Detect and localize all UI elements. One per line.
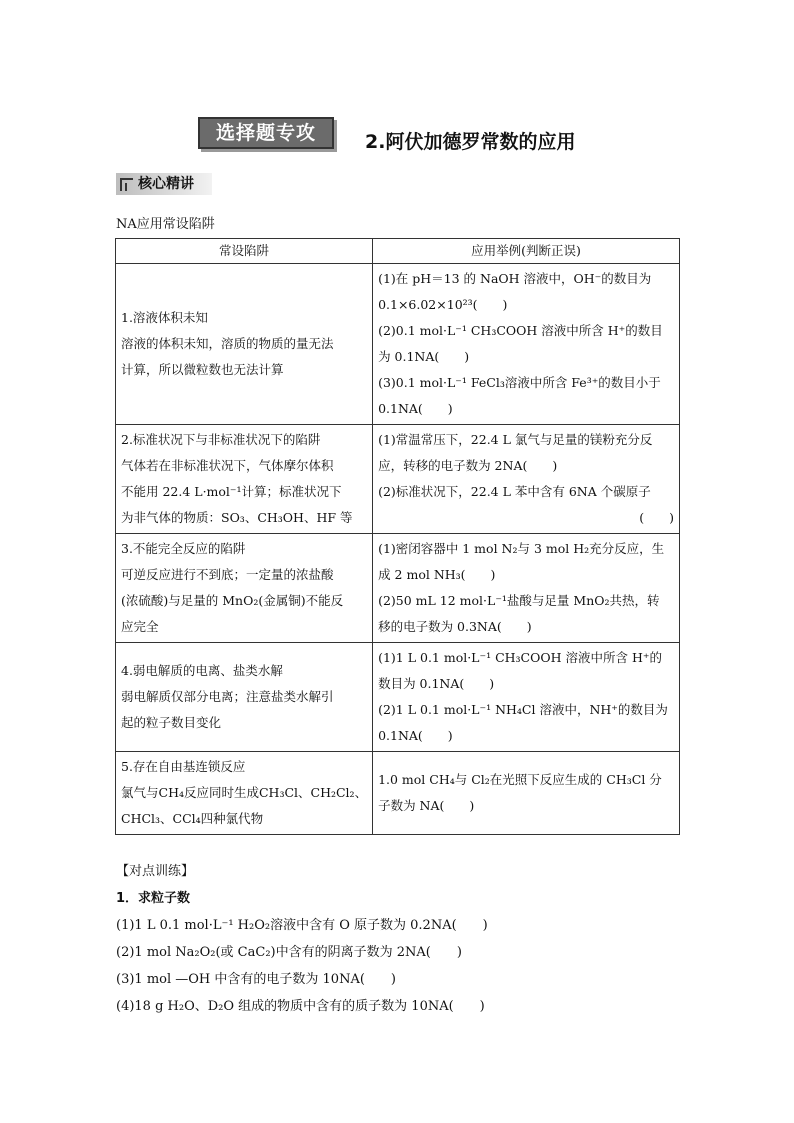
trap-line: 气体若在非标准状况下，气体摩尔体积 xyxy=(121,458,334,473)
example-line: 0.1NA( ) xyxy=(378,728,453,743)
example-line: 应，转移的电子数为 2NA( ) xyxy=(378,458,558,473)
practice-subheading: 1．求粒子数 xyxy=(116,891,191,906)
practice-section xyxy=(116,858,488,1020)
trap-line: 氯气与CH₄反应同时生成CH₃Cl、CH₂Cl₂、 xyxy=(121,785,368,800)
trap-cell xyxy=(116,643,373,752)
practice-item: (4)18 g H₂O、D₂O 组成的物质中含有的质子数为 10NA( ) xyxy=(116,999,485,1014)
example-line: (1)在 pH＝13 的 NaOH 溶液中，OH⁻的数目为 xyxy=(378,271,652,286)
example-line: 0.1×6.02×10²³( ) xyxy=(378,297,508,312)
trap-line: 3.不能完全反应的陷阱 xyxy=(121,541,246,556)
trap-line: 弱电解质仅部分电离；注意盐类水解引 xyxy=(121,689,334,704)
table-row xyxy=(116,534,680,643)
example-line: (1)常温常压下，22.4 L 氯气与足量的镁粉充分反 xyxy=(378,432,653,447)
trap-line: 5.存在自由基连锁反应 xyxy=(121,759,246,774)
table-row xyxy=(116,264,680,425)
example-cell xyxy=(373,534,680,643)
example-line: (2)标准状况下，22.4 L 苯中含有 6NA 个碳原子 xyxy=(378,484,651,499)
trap-line: 起的粒子数目变化 xyxy=(121,715,222,730)
table-row xyxy=(116,643,680,752)
example-line: 子数为 NA( ) xyxy=(378,798,475,813)
trap-line: CHCl₃、CCl₄四种氯代物 xyxy=(121,811,264,826)
trap-cell xyxy=(116,752,373,835)
trap-line: 计算，所以微粒数也无法计算 xyxy=(121,362,284,377)
traps-table xyxy=(115,238,680,835)
example-cell xyxy=(373,264,680,425)
table-row xyxy=(116,752,680,835)
example-cell xyxy=(373,425,680,534)
topic-badge: 选择题专攻 xyxy=(198,117,334,149)
trap-line: 为非气体的物质：SO₃、CH₃OH、HF 等 xyxy=(121,510,353,525)
example-line: 移的电子数为 0.3NA( ) xyxy=(378,619,532,634)
example-cell xyxy=(373,752,680,835)
example-cell xyxy=(373,643,680,752)
example-line: (2)0.1 mol·L⁻¹ CH₃COOH 溶液中所含 H⁺的数目 xyxy=(378,323,663,338)
example-line: 0.1NA( ) xyxy=(378,401,453,416)
example-line: 成 2 mol NH₃( ) xyxy=(378,567,496,582)
section-label: 核心精讲 xyxy=(138,176,194,192)
practice-item: (2)1 mol Na₂O₂(或 CaC₂)中含有的阴离子数为 2NA( ) xyxy=(116,945,462,960)
trap-line: 不能用 22.4 L·mol⁻¹计算；标准状况下 xyxy=(121,484,342,499)
header-examples: 应用举例(判断正误) xyxy=(373,239,680,264)
trap-cell xyxy=(116,534,373,643)
page-title: 2.阿伏加德罗常数的应用 xyxy=(365,131,576,153)
table-row xyxy=(116,425,680,534)
trap-cell xyxy=(116,264,373,425)
example-line: 数目为 0.1NA( ) xyxy=(378,676,495,691)
trap-line: 2.标准状况下与非标准状况下的陷阱 xyxy=(121,432,321,447)
trap-line: 可逆反应进行不到底；一定量的浓盐酸 xyxy=(121,567,334,582)
trap-line: 应完全 xyxy=(121,619,159,634)
example-line: (3)0.1 mol·L⁻¹ FeCl₃溶液中所含 Fe³⁺的数目小于 xyxy=(378,375,661,390)
table-caption: NA应用常设陷阱 xyxy=(116,217,215,232)
section-marker-icon xyxy=(120,178,133,191)
table-header-row xyxy=(116,239,680,264)
trap-line: 4.弱电解质的电离、盐类水解 xyxy=(121,663,283,678)
practice-item: (3)1 mol —OH 中含有的电子数为 10NA( ) xyxy=(116,972,396,987)
practice-item: (1)1 L 0.1 mol·L⁻¹ H₂O₂溶液中含有 O 原子数为 0.2NA( ) xyxy=(116,918,488,933)
trap-cell xyxy=(116,425,373,534)
header-trap: 常设陷阱 xyxy=(116,239,373,264)
trap-line: 溶液的体积未知，溶质的物质的量无法 xyxy=(121,336,334,351)
example-line: (1)1 L 0.1 mol·L⁻¹ CH₃COOH 溶液中所含 H⁺的 xyxy=(378,650,662,665)
trap-line: (浓硫酸)与足量的 MnO₂(金属铜)不能反 xyxy=(121,593,344,608)
example-line: 1.0 mol CH₄与 Cl₂在光照下反应生成的 CH₃Cl 分 xyxy=(378,772,662,787)
example-line: ( ) xyxy=(639,510,674,525)
section-header xyxy=(116,173,212,195)
example-line: (1)密闭容器中 1 mol N₂与 3 mol H₂充分反应，生 xyxy=(378,541,665,556)
practice-heading: 【对点训练】 xyxy=(116,864,195,879)
example-line: (2)50 mL 12 mol·L⁻¹盐酸与足量 MnO₂共热，转 xyxy=(378,593,660,608)
example-line: 为 0.1NA( ) xyxy=(378,349,470,364)
trap-line: 1.溶液体积未知 xyxy=(121,310,208,325)
example-line: (2)1 L 0.1 mol·L⁻¹ NH₄Cl 溶液中，NH⁺的数目为 xyxy=(378,702,668,717)
